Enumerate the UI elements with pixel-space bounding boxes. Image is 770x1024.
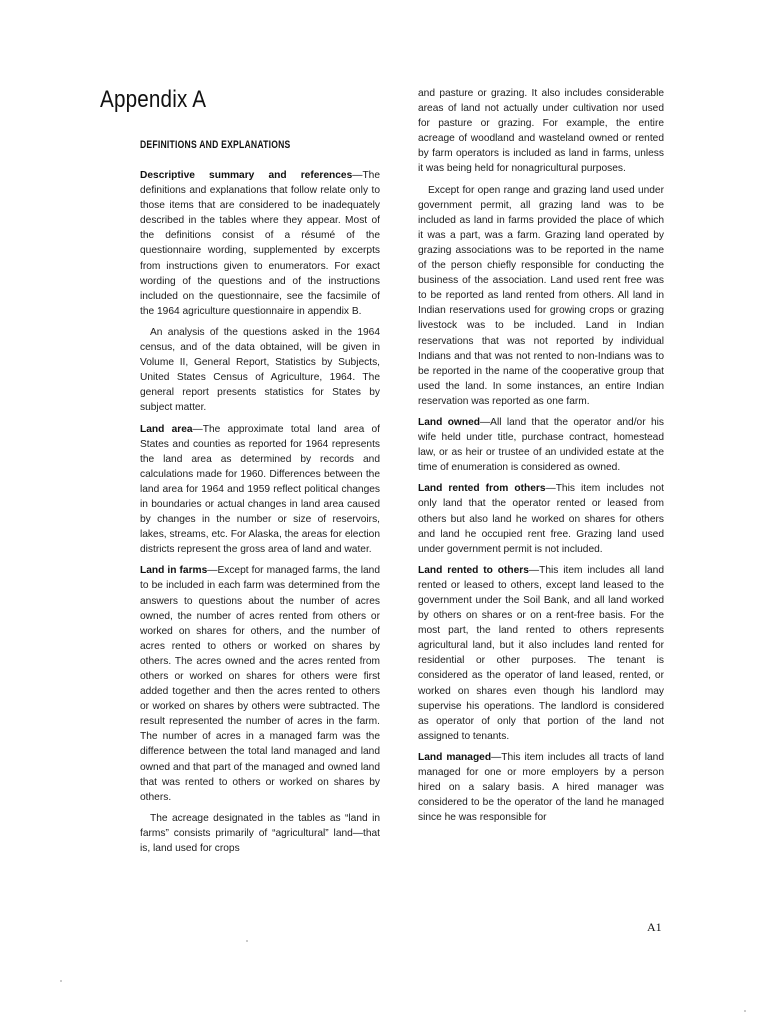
term-label: Land rented to others <box>418 564 529 576</box>
term-dash: — <box>545 483 556 495</box>
term-dash: — <box>528 564 540 576</box>
paragraph-text: Except for open range and grazing land used under government permit, all grazing land was to be included as land in farms provided the place of which it was a part, was a farm. Grazing land operated by grazing associations was to be reported in the name of the person chiefly responsible for conducting the business of the association. Land used rent free was to be reported as land rented from others. All land in Indian reservations used for growing crops or grazing livestock was to be included. Land in Indian reservations that was not reported by individual Indians and that was not rented to non-Indians was to be reported in the name of the cooperative group that used the land. In some instances, an entire Indian reservation was reported as one farm. <box>418 184 664 407</box>
left-column <box>140 168 380 862</box>
right-column <box>418 86 664 831</box>
term-dash: — <box>491 751 502 763</box>
paragraph-text: All land that the operator and/or his wife held under title, purchase contract, homestead law, or as heir or trustee of an undivided estate at the time of enumeration is considered as owned. <box>418 416 664 474</box>
term-label: Descriptive summary and references <box>140 170 353 181</box>
paragraph-land-in-farms <box>140 563 380 805</box>
section-heading: DEFINITIONS AND EXPLANATIONS <box>140 139 291 151</box>
paragraph-text: An analysis of the questions asked in the 1964 census, and of the data obtained, will be given in Volume II, General Report, Statistics by Subjects, United States Census of Agriculture, 1964. The general report presents statistics for States by subject matter. <box>140 326 380 414</box>
paragraph-text: The acreage designated in the tables as “land in farms” consists primarily of “agricultural” land—that is, land used for crops <box>140 812 380 855</box>
term-label: Land rented from others <box>418 483 546 495</box>
term-dash: — <box>352 170 363 181</box>
paragraph-land-rented-from-others <box>418 481 664 556</box>
paragraph-land-rented-to-others <box>418 563 664 744</box>
paragraph-land-area <box>140 422 380 558</box>
scan-speck <box>246 940 248 942</box>
term-label: Land in farms <box>140 565 208 577</box>
paragraph-text: This item includes all land rented or leased to others, except land leased to the government under the Soil Bank, and all land worked by others on shares or on a rent-free basis. For the most part, the land rented to others represents agricultural land, but it also includes land rented for residential or other purposes. The tenant is considered as the operator of land leased, rented, or worked on shares even though his landlord may supervise his operations. The landlord is considered as operator of only that portion of the land not assigned to tenants. <box>418 564 664 742</box>
paragraph-descriptive-summary <box>140 168 380 319</box>
term-dash: — <box>207 565 218 577</box>
term-label: Land managed <box>418 751 492 763</box>
scan-speck <box>744 1010 746 1012</box>
term-label: Land owned <box>418 416 480 428</box>
paragraph-text: This item includes not only land that the operator rented or leased from others but also land he worked on shares for others and land he occupied rent free. Grazing land used under government permit is not included. <box>418 483 664 555</box>
paragraph-acreage-designated <box>140 811 380 856</box>
paragraph-analysis <box>140 325 380 416</box>
appendix-title: Appendix A <box>100 86 207 113</box>
term-dash: — <box>192 423 203 435</box>
paragraph-text: The approximate total land area of States and counties as reported for 1964 represents the land area as determined by records and calculations made for 1960. Differences between the land area for 1964 and 1959 reflect political changes in boundaries or actual changes in land area caused by changes in the number or size of reservoirs, lakes, streams, etc. For Alaska, the areas for election districts represent the gross area of land and water. <box>140 423 380 556</box>
paragraph-pasture-continued <box>418 86 664 177</box>
paragraph-text: This item includes all tracts of land managed for one or more employers by a person hired on a salary basis. A hired manager was considered to be the operator of the land he managed since he was responsible for <box>418 751 664 824</box>
term-label: Land area <box>140 423 193 435</box>
paragraph-land-managed <box>418 750 664 825</box>
paragraph-text: The definitions and explanations that follow relate only to those items that are considered to be inadequately described in the tables where they appear. Most of the definitions consist of a résumé of the questionnaire wording, supplemented by excerpts from instructions given to enumerators. For exact wording of the questions and of the instructions included on the questionnaire, see the facsimile of the 1964 agriculture questionnaire in appendix B. <box>140 170 380 317</box>
paragraph-land-owned <box>418 415 664 475</box>
paragraph-grazing-land <box>418 183 664 409</box>
term-dash: — <box>479 416 491 428</box>
scan-speck <box>60 980 62 982</box>
page-number: A1 <box>647 920 662 934</box>
paragraph-text: and pasture or grazing. It also includes considerable areas of land not actually under cultivation nor used for pasture or grazing. For example, the entire acreage of woodland and wasteland owned or rented by farm operators is included as land in farms, unless it was being held for nonagricultural purposes. <box>418 88 664 175</box>
paragraph-text: Except for managed farms, the land to be included in each farm was determined from the answers to questions about the number of acres owned, the number of acres rented from others or worked on shares for others, and the number of acres rented to others or worked on shares by others. The acres owned and the acres rented from others or worked on shares for others were first added together and then the acres rented to others or worked on shares by others were subtracted. The result represented the number of acres in the farm. The number of acres in a managed farm was the difference between the total land managed and land owned and that part of the managed and owned land that was rented to others or worked on shares by others. <box>140 565 381 803</box>
